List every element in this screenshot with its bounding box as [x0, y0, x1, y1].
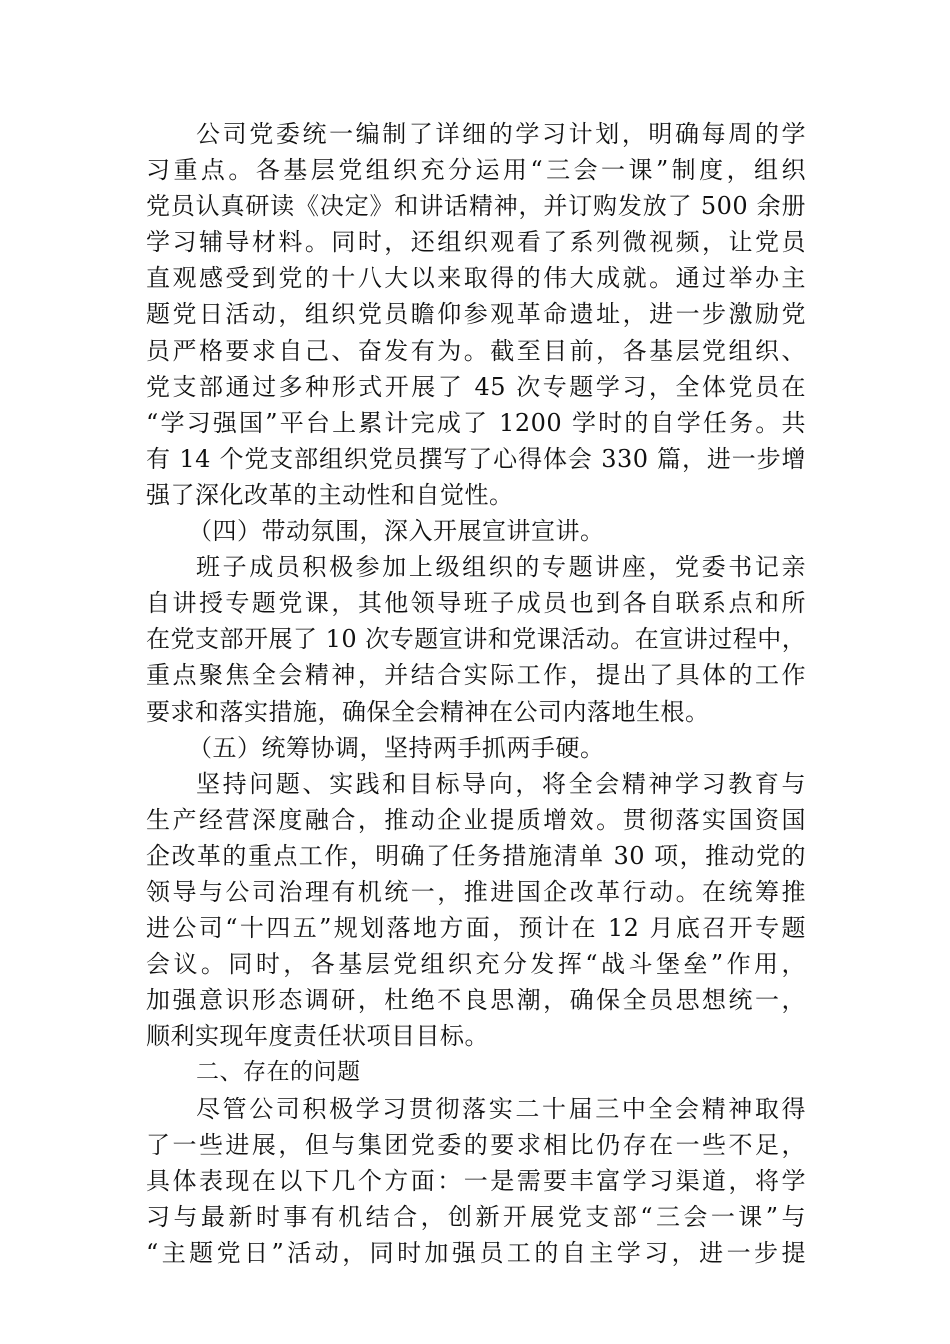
document-body: [146, 116, 806, 1271]
section-subheading: （四）带动氛围，深入开展宣讲宣讲。: [188, 517, 605, 546]
section-heading: 二、存在的问题: [196, 1059, 361, 1086]
paragraph-line: 会议。同时，各基层党组织充分发挥“战斗堡垒”作用，: [146, 950, 806, 979]
paragraph-line: 学习辅导材料。同时，还组织观看了系列微视频，让党员: [146, 228, 806, 257]
paragraph-line: 题党日活动，组织党员瞻仰参观革命遗址，进一步激励党: [146, 300, 806, 329]
paragraph-line: 党员认真研读《决定》和讲话精神，并订购发放了 500 余册: [146, 192, 806, 221]
paragraph-line: 企改革的重点工作，明确了任务措施清单 30 项，推动党的: [146, 841, 806, 870]
paragraph-line: 顺利实现年度责任状项目目标。: [146, 1022, 489, 1051]
paragraph-line: 加强意识形态调研，杜绝不良思潮，确保全员思想统一，: [146, 986, 806, 1015]
paragraph-line: 强了深化改革的主动性和自觉性。: [146, 480, 514, 509]
paragraph-line: 具体表现在以下几个方面：一是需要丰富学习渠道，将学: [146, 1166, 806, 1195]
paragraph-line: 在党支部开展了 10 次专题宣讲和党课活动。在宣讲过程中，: [146, 625, 807, 654]
paragraph-line: 尽管公司积极学习贯彻落实二十届三中全会精神取得: [196, 1094, 806, 1123]
paragraph-line: 公司党委统一编制了详细的学习计划，明确每周的学: [196, 120, 806, 148]
paragraph-line: 生产经营深度融合，推动企业提质增效。贯彻落实国资国: [146, 805, 806, 834]
paragraph-line: 直观感受到党的十八大以来取得的伟大成就。通过举办主: [146, 264, 806, 293]
paragraph-line: 自讲授专题党课，其他领导班子成员也到各自联系点和所: [146, 589, 806, 618]
paragraph-line: 进公司“十四五”规划落地方面，预计在 12 月底召开专题: [146, 914, 806, 943]
paragraph-line: “主题党日”活动，同时加强员工的自主学习，进一步提: [146, 1238, 806, 1267]
paragraph-line: “学习强国”平台上累计完成了 1200 学时的自学任务。共: [146, 408, 806, 437]
paragraph-line: 重点聚焦全会精神，并结合实际工作，提出了具体的工作: [146, 661, 806, 690]
paragraph-line: 要求和落实措施，确保全会精神在公司内落地生根。: [146, 697, 710, 726]
paragraph-line: 党支部通过多种形式开展了 45 次专题学习，全体党员在: [146, 372, 806, 401]
paragraph-line: 员严格要求自己、奋发有为。截至目前，各基层党组织、: [146, 336, 806, 365]
paragraph-line: 领导与公司治理有机统一，推进国企改革行动。在统筹推: [146, 877, 806, 906]
paragraph-line: 班子成员积极参加上级组织的专题讲座，党委书记亲: [196, 553, 806, 582]
section-subheading: （五）统筹协调，坚持两手抓两手硬。: [188, 733, 605, 762]
paragraph-line: 坚持问题、实践和目标导向，将全会精神学习教育与: [196, 769, 806, 798]
paragraph-line: 有 14 个党支部组织党员撰写了心得体会 330 篇，进一步增: [146, 444, 806, 473]
paragraph-line: 了一些进展，但与集团党委的要求相比仍存在一些不足，: [146, 1130, 806, 1159]
paragraph-line: 习重点。各基层党组织充分运用“三会一课”制度，组织: [146, 156, 806, 185]
paragraph-line: 习与最新时事有机结合，创新开展党支部“三会一课”与: [146, 1202, 806, 1231]
